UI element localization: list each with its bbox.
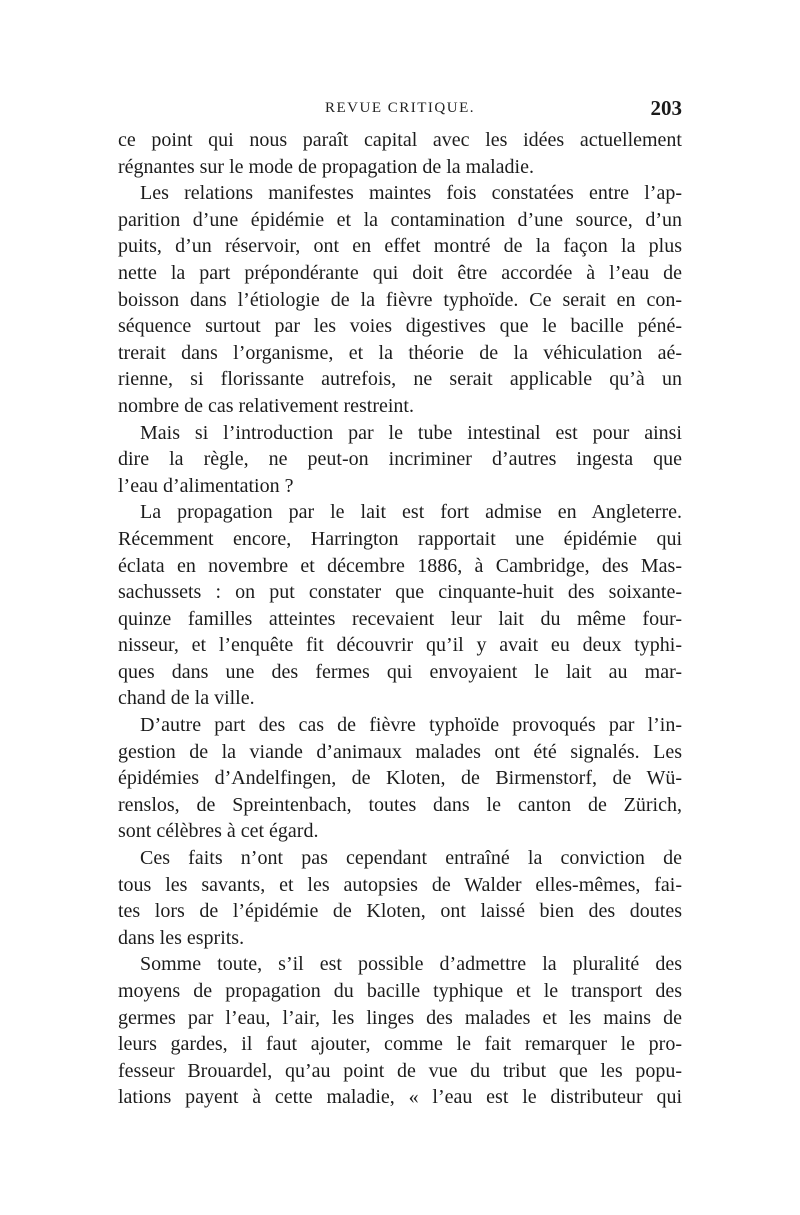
text-line: ce point qui nous paraît capital avec les idées actuellement <box>118 129 682 151</box>
text-line: D’autre part des cas de fièvre typhoïde provoqués par l’in- <box>140 714 682 737</box>
text-line: nombre de cas relativement restreint. <box>118 394 414 417</box>
text-line: dire la règle, ne peut-on incriminer d’autres ingesta que <box>118 448 682 471</box>
running-title: REVUE CRITIQUE. <box>325 100 475 116</box>
text-line: fesseur Brouardel, qu’au point de vue du tribut que les popu- <box>118 1059 682 1082</box>
text-line: nisseur, et l’enquête fit découvrir qu’il y avait eu deux typhi- <box>118 634 682 657</box>
running-head <box>118 96 682 120</box>
text-line: nette la part prépondérante qui doit être accordée à l’eau de <box>118 261 682 284</box>
text-line: séquence surtout par les voies digestives que le bacille péné- <box>118 315 682 338</box>
text-line: puits, d’un réservoir, ont en effet montré de la façon la plus <box>118 235 682 258</box>
text-line: tous les savants, et les autopsies de Walder elles-mêmes, fai- <box>118 873 682 896</box>
text-line: tes lors de l’épidémie de Kloten, ont laissé bien des doutes <box>118 900 682 923</box>
body-text <box>118 127 682 1111</box>
page-number: 203 <box>650 96 682 120</box>
text-line: Ces faits n’ont pas cependant entraîné la conviction de <box>140 847 682 870</box>
text-line: Mais si l’introduction par le tube intestinal est pour ainsi <box>140 421 682 444</box>
text-line: rienne, si florissante autrefois, ne serait applicable qu’à un <box>118 368 682 391</box>
text-line: sont célèbres à cet égard. <box>118 820 319 843</box>
text-line: chand de la ville. <box>118 687 255 710</box>
text-line: dans les esprits. <box>118 926 245 949</box>
text-line: moyens de propagation du bacille typhique et le transport des <box>118 980 682 1002</box>
text-line: sachussets : on put constater que cinquante-huit des soixante- <box>118 581 682 604</box>
text-line: régnantes sur le mode de propagation de la maladie. <box>118 155 534 178</box>
text-line: leurs gardes, il faut ajouter, comme le fait remarquer le pro- <box>118 1033 682 1056</box>
text-line: l’eau d’alimentation ? <box>118 474 294 497</box>
text-line: éclata en novembre et décembre 1886, à Cambridge, des Mas- <box>118 554 682 577</box>
text-line: parition d’une épidémie et la contamination d’une source, d’un <box>118 208 682 231</box>
text-line: Récemment encore, Harrington rapportait une épidémie qui <box>118 527 682 550</box>
text-line: quinze familles atteintes recevaient leur lait du même four- <box>118 607 682 630</box>
text-line: La propagation par le lait est fort admise en Angleterre. <box>140 501 682 524</box>
text-line: gestion de la viande d’animaux malades ont été signalés. Les <box>118 740 682 763</box>
text-line: Les relations manifestes maintes fois constatées entre l’ap- <box>140 182 682 205</box>
text-line: germes par l’eau, l’air, les linges des malades et les mains de <box>118 1006 682 1029</box>
text-line: trerait dans l’organisme, et la théorie de la véhiculation aé- <box>118 341 682 364</box>
text-line: renslos, de Spreintenbach, toutes dans le canton de Zürich, <box>118 793 682 816</box>
text-line: Somme toute, s’il est possible d’admettre la pluralité des <box>140 953 682 976</box>
text-line: ques dans une des fermes qui envoyaient le lait au mar- <box>118 660 682 683</box>
text-line: boisson dans l’étiologie de la fièvre typhoïde. Ce serait en con- <box>118 288 682 311</box>
text-line: lations payent à cette maladie, « l’eau est le distributeur qui <box>118 1086 682 1109</box>
text-line: épidémies d’Andelfingen, de Kloten, de Birmenstorf, de Wü- <box>118 767 682 790</box>
